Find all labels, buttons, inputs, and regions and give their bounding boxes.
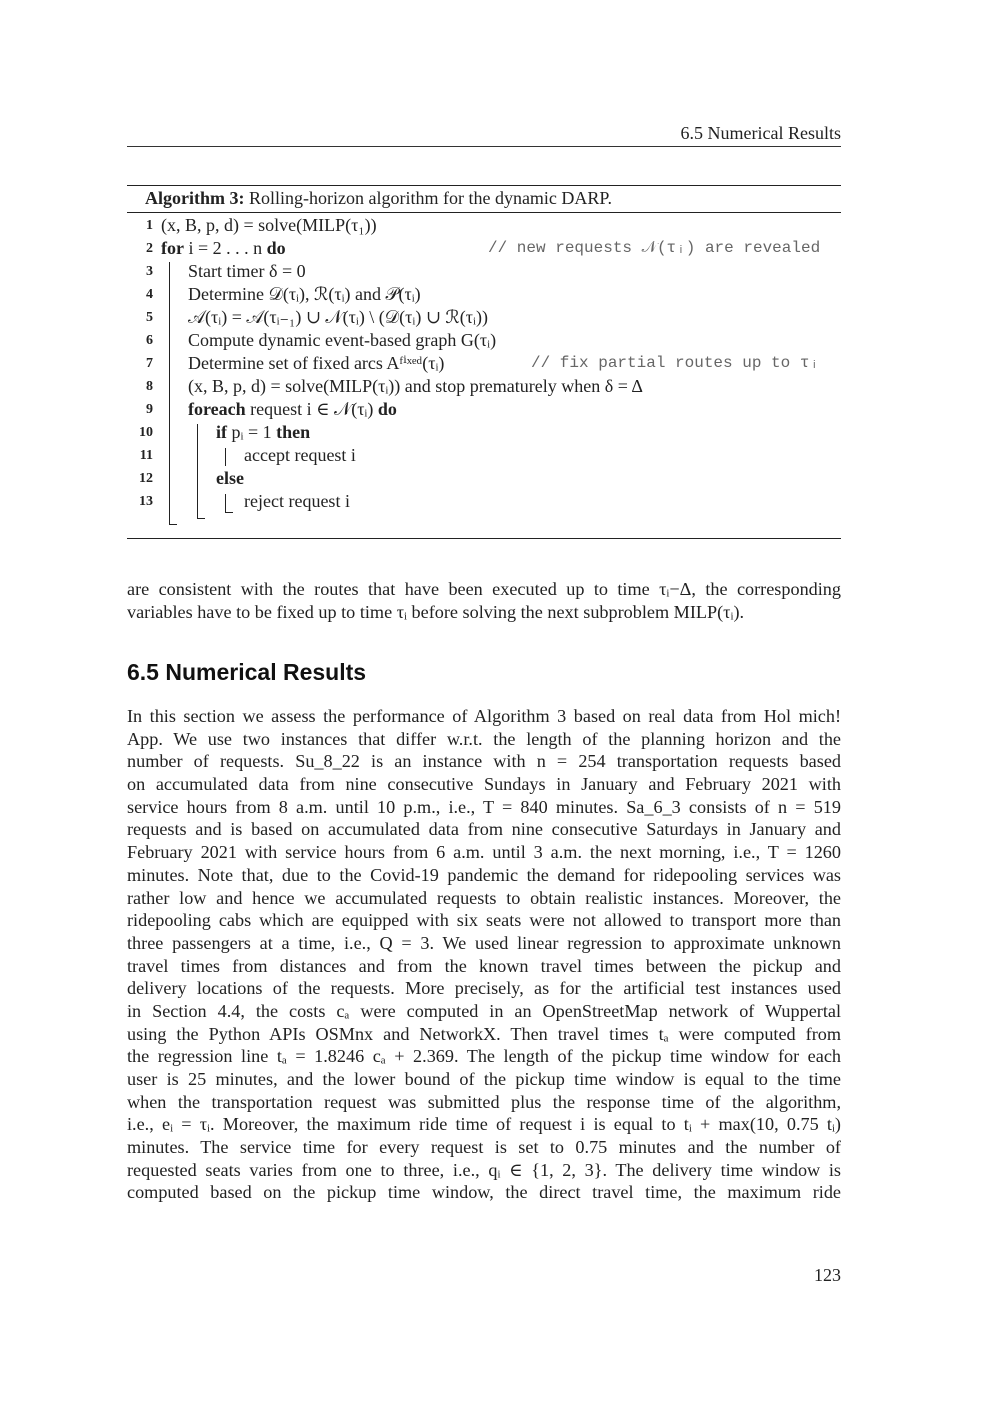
algorithm-caption-label: Algorithm 3: xyxy=(145,188,245,208)
text-line: computed based on the pickup time window, the direct travel time, the maximum ride xyxy=(127,1182,841,1203)
code-text: pᵢ = 1 xyxy=(227,422,277,442)
else-block-end xyxy=(225,512,233,513)
line-number: 7 xyxy=(146,356,153,371)
line-code: 𝒜(τᵢ) = 𝒜(τᵢ₋₁) ∪ 𝒩(τᵢ) \ (𝒟(τᵢ) ∪ ℛ(τᵢ)) xyxy=(188,307,488,327)
line-number: 11 xyxy=(139,448,153,463)
for-block-end xyxy=(169,524,177,525)
text-line: travel times from distances and from the known travel times between the pickup and xyxy=(127,955,841,976)
algo-line-5 xyxy=(127,306,841,329)
text-line: in Section 4.4, the costs cₐ were computed in an OpenStreetMap network of Wuppertal xyxy=(127,1000,841,1021)
line-code xyxy=(216,421,310,444)
algo-line-2 xyxy=(127,237,841,260)
algo-line-7 xyxy=(127,352,841,375)
for-block-bar xyxy=(169,262,170,524)
line-code: Determine set of fixed arcs Aᶠⁱˣᵉᵈ(τᵢ) xyxy=(188,353,445,373)
line-number: 8 xyxy=(146,379,153,394)
text-line: three passengers at a time, i.e., Q = 3. We used linear regression to approximate unknown xyxy=(127,932,841,953)
algorithm-caption-text: Rolling-horizon algorithm for the dynamic DARP. xyxy=(244,188,612,208)
algorithm-caption xyxy=(145,186,612,210)
code-text: request i ∈ 𝒩(τᵢ) xyxy=(245,399,378,419)
text-line: variables have to be fixed up to time τᵢ before solving the next subproblem MILP(τᵢ). xyxy=(127,601,745,622)
line-code: (x, B, p, d) = solve(MILP(τᵢ)) and stop prematurely when δ = Δ xyxy=(188,376,643,396)
text-line: using the Python APIs OSMnx and NetworkX. Then travel times tₐ were computed from xyxy=(127,1023,841,1044)
line-number: 10 xyxy=(139,425,153,440)
line-code: Compute dynamic event-based graph G(τᵢ) xyxy=(188,330,497,350)
caption-rule xyxy=(127,212,841,213)
algo-line-6 xyxy=(127,329,841,352)
keyword-for: for xyxy=(161,238,184,258)
algo-line-8 xyxy=(127,375,841,398)
algo-line-11 xyxy=(127,444,841,467)
text-line: ridepooling cabs which are equipped with six seats were not allowed to transport more than xyxy=(127,910,841,931)
text-line: user is 25 minutes, and the lower bound of the pickup time window is equal to the time xyxy=(127,1069,841,1089)
text-line: February 2021 with service hours from 6 a.m. until 3 a.m. the next morning, i.e., T = 1260 xyxy=(127,842,841,863)
text-line: rather low and hence we accumulated requests to obtain realistic instances. Moreover, the xyxy=(127,887,841,908)
text-line: on accumulated data from nine consecutive Sundays in January and February 2021 with xyxy=(127,774,841,795)
text-line: minutes. The service time for every request is set to 0.75 minutes and the number of xyxy=(127,1137,841,1158)
algo-line-12 xyxy=(127,467,841,490)
line-code: (x, B, p, d) = solve(MILP(τ₁)) xyxy=(161,215,377,235)
text-line: i.e., eᵢ = τᵢ. Moreover, the maximum ride time of request i is equal to tᵢ + max(10, 0.75 tᵢ) xyxy=(127,1114,841,1135)
line-code: accept request i xyxy=(244,445,356,465)
line-comment: // fix partial routes up to τᵢ xyxy=(531,354,820,372)
text-line: In this section we assess the performance of Algorithm 3 based on real data from Hol mich! xyxy=(127,706,841,726)
algorithm-box xyxy=(127,185,841,539)
line-code: Start timer δ = 0 xyxy=(188,261,306,281)
keyword-do: do xyxy=(377,399,397,419)
text-line: requests and is based on accumulated data from nine consecutive Saturdays in January and xyxy=(127,819,841,840)
line-number: 6 xyxy=(146,333,153,348)
text-line: App. We use two instances that differ w.r.t. the length of the planning horizon and the xyxy=(127,728,841,749)
line-number: 9 xyxy=(146,402,153,417)
algo-line-4 xyxy=(127,283,841,306)
text-line: when the transportation request was submitted plus the response time of the algorithm, xyxy=(127,1091,841,1112)
keyword-do: do xyxy=(266,238,286,258)
line-number: 13 xyxy=(139,494,153,509)
line-number: 5 xyxy=(146,310,153,325)
algo-line-1 xyxy=(127,214,841,237)
line-code xyxy=(161,237,286,260)
paragraph-continuation xyxy=(127,578,841,623)
paragraph-numerical-results xyxy=(127,705,841,1204)
text-line: delivery locations of the requests. More precisely, as for the artificial test instances used xyxy=(127,978,841,999)
text-line: number of requests. Su_8_22 is an instance with n = 254 transportation requests based xyxy=(127,751,841,772)
line-comment: // new requests 𝒩(τᵢ) are revealed xyxy=(488,239,821,257)
text-line: requested seats varies from one to three, i.e., qᵢ ∈ {1, 2, 3}. The delivery time window is xyxy=(127,1159,841,1180)
line-code: Determine 𝒟(τᵢ), ℛ(τᵢ) and 𝒫(τᵢ) xyxy=(188,284,421,304)
foreach-block-end xyxy=(197,518,205,519)
algo-line-10 xyxy=(127,421,841,444)
keyword-then: then xyxy=(276,422,311,442)
line-number: 2 xyxy=(146,241,153,256)
algo-line-9 xyxy=(127,398,841,421)
running-head-text: 6.5 Numerical Results xyxy=(680,123,841,143)
page-number: 123 xyxy=(814,1265,841,1285)
line-number: 4 xyxy=(146,287,153,302)
text-line: minutes. Note that, due to the Covid-19 pandemic the demand for ridepooling services was xyxy=(127,864,841,885)
algo-line-13 xyxy=(127,490,841,513)
line-number: 1 xyxy=(146,218,153,233)
else-block-bar xyxy=(225,494,226,512)
keyword-else: else xyxy=(216,468,244,488)
algo-line-3 xyxy=(127,260,841,283)
running-header xyxy=(127,122,841,147)
text-line: service hours from 8 a.m. until 10 p.m., i.e., T = 840 minutes. Sa_6_3 consists of n = 519 xyxy=(127,796,841,817)
text-line: the regression line tₐ = 1.8246 cₐ + 2.369. The length of the pickup time window for each xyxy=(127,1046,841,1067)
text-line: are consistent with the routes that have been executed up to time τᵢ−Δ, the corresponding xyxy=(127,579,841,599)
foreach-block-bar xyxy=(197,424,198,518)
keyword-foreach: foreach xyxy=(188,399,246,419)
code-text: i = 2 . . . n xyxy=(183,238,267,258)
line-number: 3 xyxy=(146,264,153,279)
line-number: 12 xyxy=(139,471,153,486)
keyword-if: if xyxy=(216,422,227,442)
line-code: reject request i xyxy=(244,491,350,511)
section-heading: 6.5 Numerical Results xyxy=(127,659,367,685)
line-code xyxy=(188,398,397,421)
if-block-bar xyxy=(225,448,226,466)
